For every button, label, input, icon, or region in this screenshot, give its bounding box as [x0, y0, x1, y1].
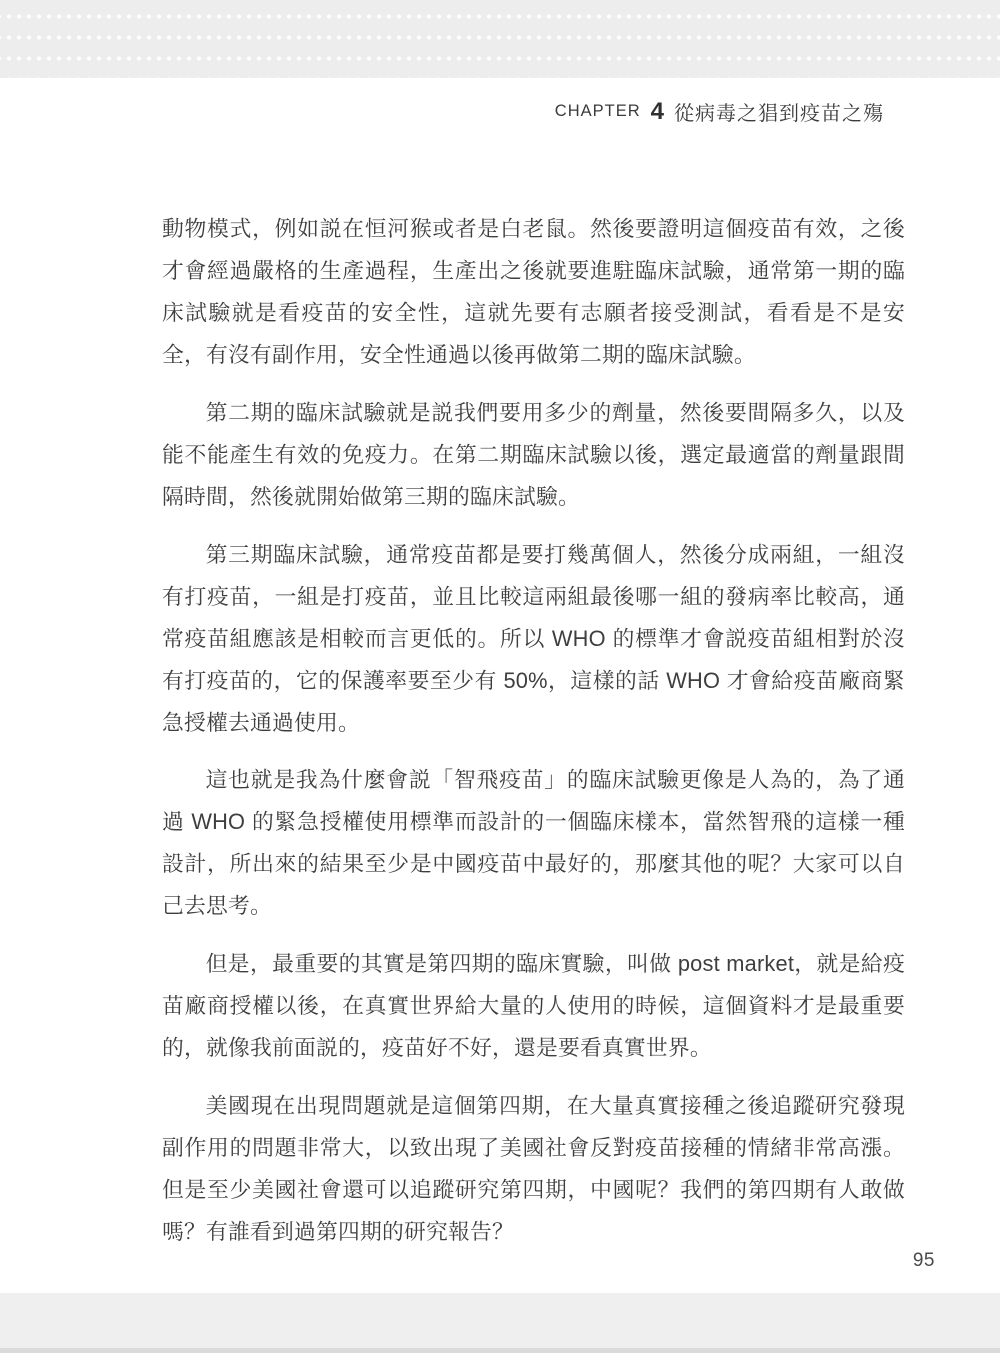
chapter-title: 從病毒之猖到疫苗之殤 — [674, 103, 884, 125]
body-paragraph: 第三期臨床試驗，通常疫苗都是要打幾萬個人，然後分成兩組，一組沒有打疫苗，一組是打疫苗，並且比較這兩組最後哪一組的發病率比較高，通常疫苗組應該是相較而言更低的。所以 WHO 的標準才會説疫苗組相對於沒有打疫苗的，它的保護率要至少有 50%，這樣的話 WHO 才會給疫苗廠商緊急授權去通過使用。 — [162, 541, 905, 735]
body-paragraph: 但是，最重要的其實是第四期的臨床實驗，叫做 post market，就是給疫苗廠商授權以後，在真實世界給大量的人使用的時候，這個資料才是最重要的，就像我前面説的，疫苗好不好，還是要看真實世界。 — [162, 951, 905, 1061]
top-decoration-dotted-bar — [0, 0, 1000, 78]
page-body — [162, 208, 905, 1269]
bottom-decoration-bar — [0, 1293, 1000, 1348]
body-paragraph: 美國現在出現問題就是這個第四期，在大量真實接種之後追蹤研究發現副作用的問題非常大，以致出現了美國社會反對疫苗接種的情緒非常高漲。但是至少美國社會還可以追蹤研究第四期，中國呢？我們的第四期有人敢做嗎？有誰看到過第四期的研究報告？ — [162, 1092, 905, 1244]
body-paragraph: 這也就是我為什麼會説「智飛疫苗」的臨床試驗更像是人為的，為了通過 WHO 的緊急授權使用標準而設計的一個臨床樣本，當然智飛的這樣一種設計，所出來的結果至少是中國疫苗中最好的，那麼其他的呢？大家可以自己去思考。 — [162, 767, 905, 919]
bottom-edge-strip — [0, 1348, 1000, 1353]
chapter-header — [555, 97, 884, 126]
chapter-label: CHAPTER — [554, 102, 641, 120]
body-paragraph: 第二期的臨床試驗就是説我們要用多少的劑量，然後要間隔多久，以及能不能產生有效的免疫力。在第二期臨床試驗以後，選定最適當的劑量跟間隔時間，然後就開始做第三期的臨床試驗。 — [162, 399, 905, 509]
body-paragraph: 動物模式，例如説在恒河猴或者是白老鼠。然後要證明這個疫苗有效，之後才會經過嚴格的生產過程，生產出之後就要進駐臨床試驗，通常第一期的臨床試驗就是看疫苗的安全性，這就先要有志願者接受測試，看看是不是安全，有沒有副作用，安全性通過以後再做第二期的臨床試驗。 — [162, 216, 905, 367]
chapter-number: 4 — [650, 97, 664, 125]
page-number: 95 — [912, 1250, 935, 1271]
